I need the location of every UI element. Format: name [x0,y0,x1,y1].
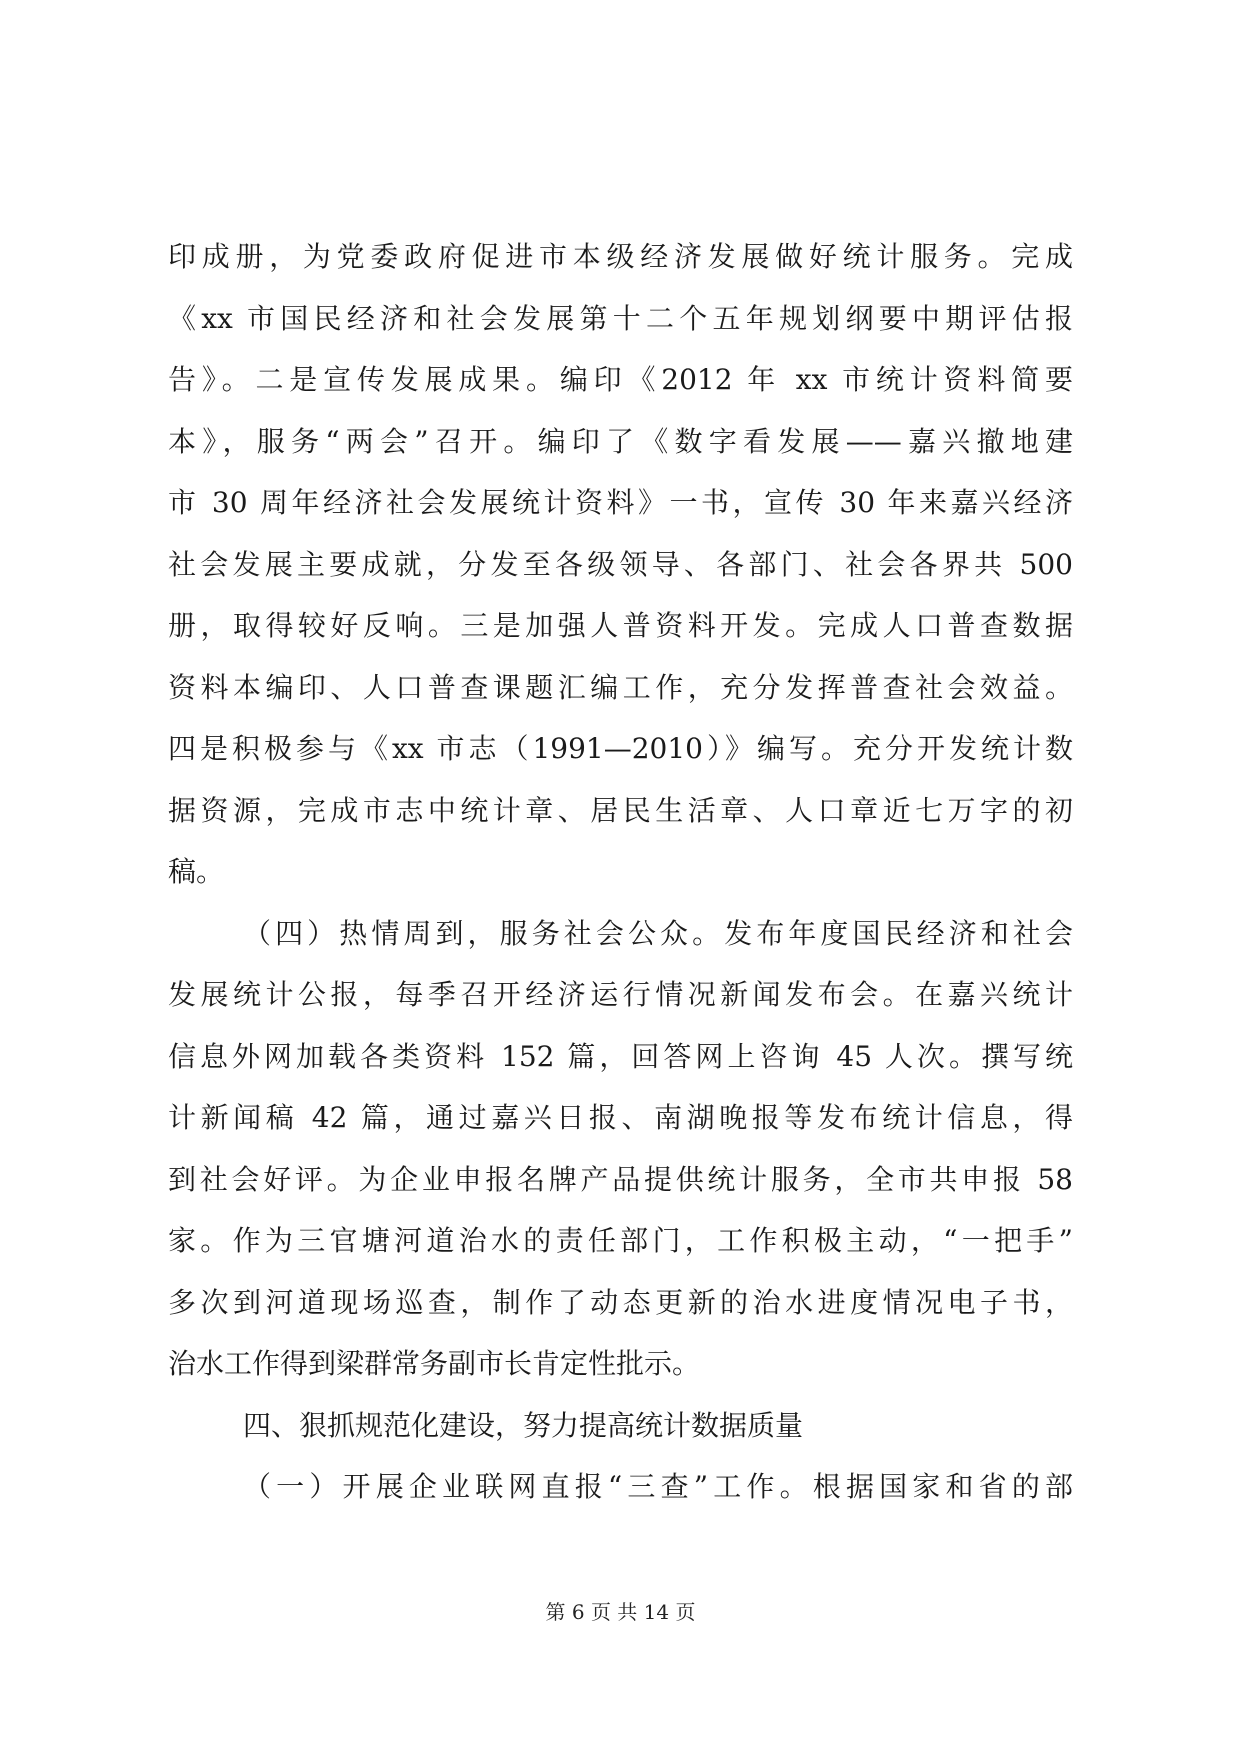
text-line: 据资源，完成市志中统计章、居民生活章、人口章近七万字的初 [168,793,1073,827]
page-number-footer: 第 6 页 共 14 页 [545,1600,696,1624]
text-line: 家。作为三官塘河道治水的责任部门，工作积极主动，“一把手” [168,1224,1073,1257]
text-line: 发展统计公报，每季召开经济运行情况新闻发布会。在嘉兴统计 [168,978,1073,1011]
text-line: 治水工作得到梁群常务副市长肯定性批示。 [168,1347,701,1380]
text-line: 市 30 周年经济社会发展统计资料》一书，宣传 30 年来嘉兴经济 [168,486,1073,519]
text-line: 计新闻稿 42 篇，通过嘉兴日报、南湖晚报等发布统计信息，得 [168,1101,1073,1134]
text-line: 册，取得较好反响。三是加强人普资料开发。完成人口普查数据 [168,609,1073,642]
text-line: 信息外网加载各类资料 152 篇，回答网上咨询 45 人次。撰写统 [168,1039,1073,1073]
text-line: 《xx 市国民经济和社会发展第十二个五年规划纲要中期评估报 [168,301,1073,335]
text-line: 印成册，为党委政府促进市本级经济发展做好统计服务。完成 [168,240,1073,273]
text-line: 稿。 [168,855,225,888]
text-line: 社会发展主要成就，分发至各级领导、各部门、社会各界共 500 [168,547,1073,581]
text-line: 资料本编印、人口普查课题汇编工作，充分发挥普查社会效益。 [168,670,1073,704]
text-line: 四是积极参与《xx 市志（1991—2010）》编写。充分开发统计数 [168,732,1073,765]
section-heading: 四、狠抓规范化建设，努力提高统计数据质量 [243,1408,804,1442]
text-line: 多次到河道现场巡查，制作了动态更新的治水进度情况电子书， [168,1285,1073,1319]
text-line: 到社会好评。为企业申报名牌产品提供统计服务，全市共申报 58 [168,1162,1073,1196]
text-line: 本》，服务“两会”召开。编印了《数字看发展——嘉兴撤地建 [168,424,1073,458]
paragraph-start-line: （一）开展企业联网直报“三查”工作。根据国家和省的部 [243,1470,1073,1503]
text-line: 告》。二是宣传发展成果。编印《2012 年 xx 市统计资料简要 [168,363,1073,396]
paragraph-start-line: （四）热情周到，服务社会公众。发布年度国民经济和社会 [243,916,1073,950]
document-body [168,226,1073,1518]
